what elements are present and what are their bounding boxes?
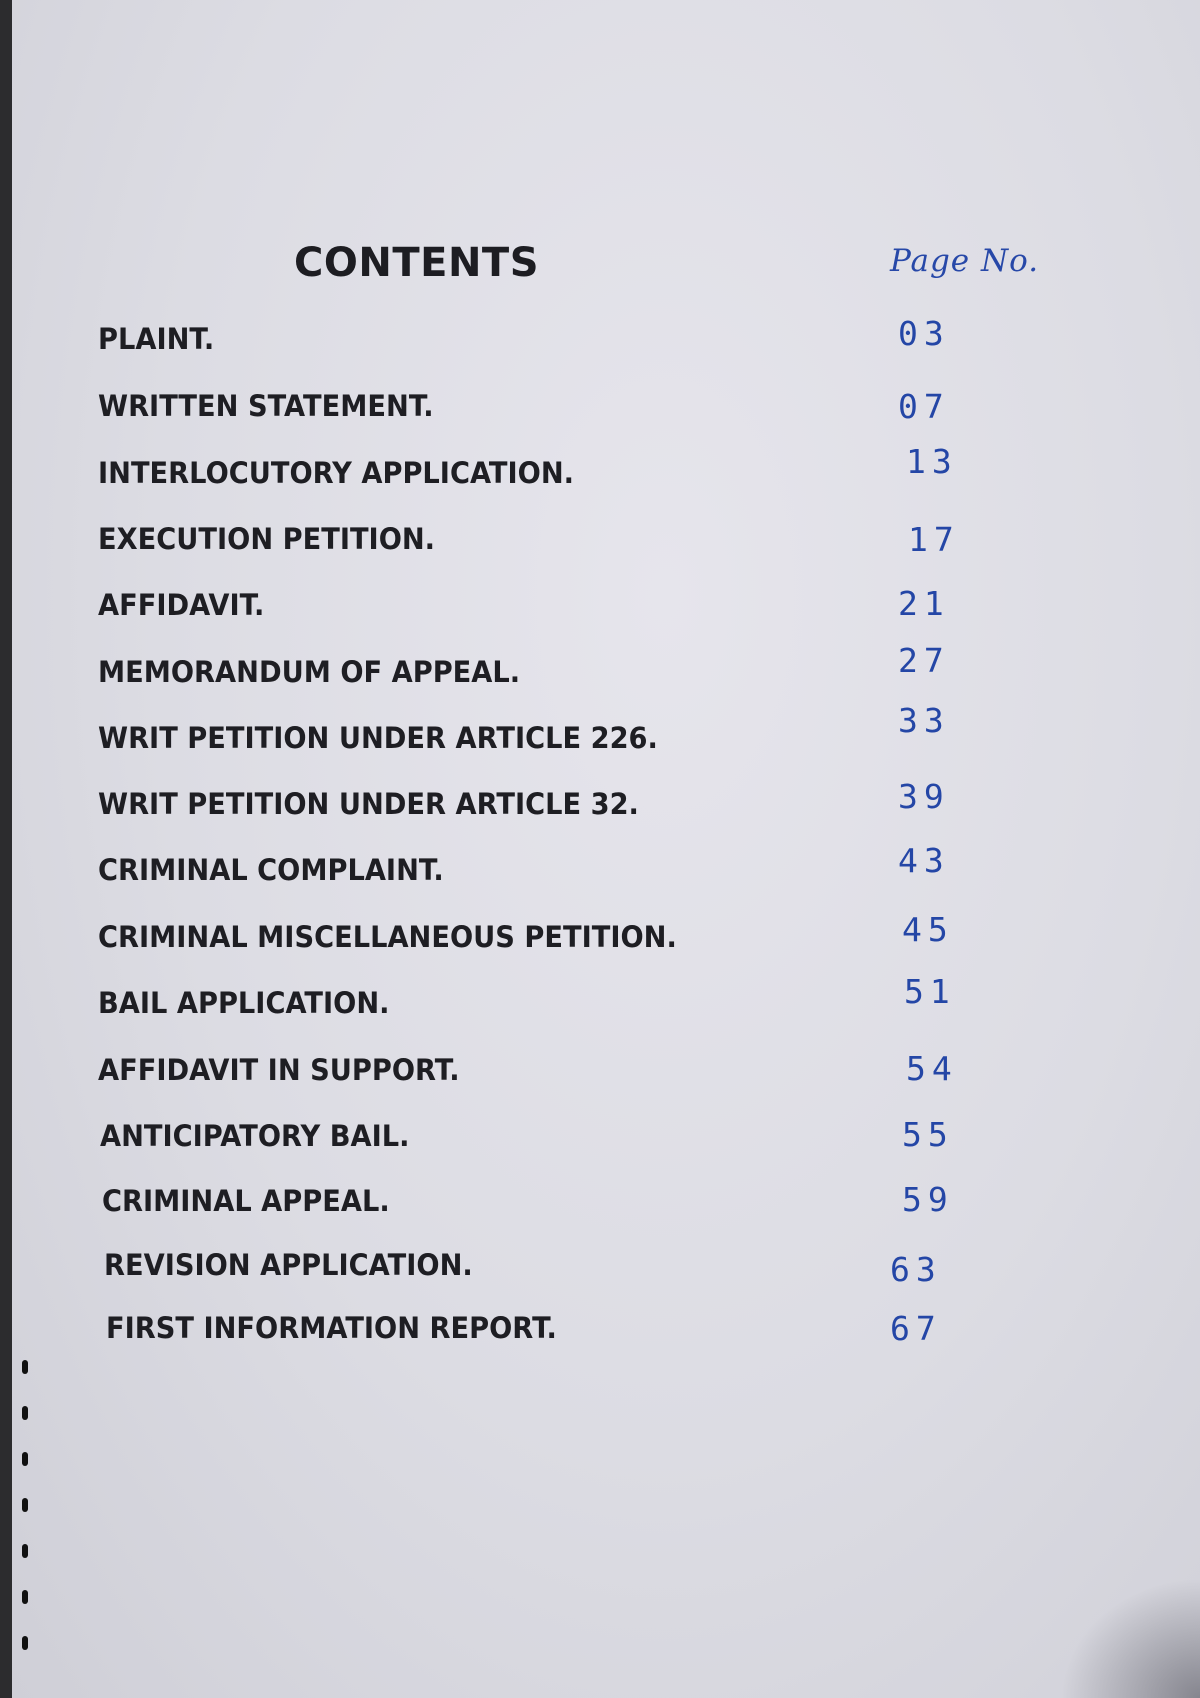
entry-page-number: 67: [890, 1309, 942, 1348]
binding-hole: [22, 1544, 28, 1558]
entry-title: WRIT PETITION UNDER ARTICLE 32.: [98, 787, 639, 821]
entry-title: MEMORANDUM OF APPEAL.: [98, 655, 521, 689]
binding-hole: [22, 1590, 28, 1604]
list-item: [12, 1248, 1200, 1288]
list-item: [12, 522, 1200, 562]
entry-page-number: 45: [902, 910, 954, 949]
list-item: [12, 1049, 1200, 1093]
entry-title: EXECUTION PETITION.: [98, 522, 436, 556]
list-item: [12, 1311, 1200, 1351]
entry-title: REVISION APPLICATION.: [104, 1248, 473, 1282]
entry-title: FIRST INFORMATION REPORT.: [106, 1311, 557, 1345]
document-page: [12, 0, 1200, 1698]
entry-page-number: 27: [898, 641, 950, 680]
entry-page-number: 54: [906, 1049, 958, 1088]
binding-hole: [22, 1406, 28, 1420]
entry-page-number: 63: [890, 1250, 942, 1289]
entry-page-number: 59: [902, 1180, 954, 1219]
list-item: [12, 972, 1200, 1026]
list-item: [12, 314, 1200, 362]
entry-title: WRITTEN STATEMENT.: [98, 389, 434, 423]
entry-title: PLAINT.: [98, 322, 215, 356]
entry-title: BAIL APPLICATION.: [98, 986, 390, 1020]
entry-title: ANTICIPATORY BAIL.: [100, 1119, 410, 1153]
entry-page-number: 51: [904, 972, 956, 1011]
entry-page-number: 43: [898, 841, 950, 880]
entry-page-number: 13: [906, 442, 958, 481]
binding-hole: [22, 1636, 28, 1650]
entry-page-number: 03: [898, 314, 950, 353]
list-item: [12, 1180, 1200, 1224]
entry-title: CRIMINAL COMPLAINT.: [98, 853, 444, 887]
list-item: [12, 910, 1200, 960]
entry-page-number: 33: [898, 701, 950, 740]
list-item: [12, 641, 1200, 695]
list-item: [12, 584, 1200, 628]
list-item: [12, 442, 1200, 496]
list-item: [12, 701, 1200, 761]
list-item: [12, 1115, 1200, 1159]
entry-title: AFFIDAVIT.: [98, 588, 265, 622]
binding-hole: [22, 1498, 28, 1512]
entry-title: WRIT PETITION UNDER ARTICLE 226.: [98, 721, 658, 755]
binding-hole: [22, 1360, 28, 1374]
entry-page-number: 21: [898, 584, 950, 623]
entry-title: CRIMINAL APPEAL.: [102, 1184, 390, 1218]
entry-page-number: 17: [908, 520, 960, 559]
entry-page-number: 55: [902, 1115, 954, 1154]
list-item: [12, 841, 1200, 893]
entry-page-number: 07: [898, 387, 950, 426]
page-number-column-label: Page No.: [890, 243, 1040, 279]
binding-hole: [22, 1452, 28, 1466]
entry-title: INTERLOCUTORY APPLICATION.: [98, 456, 575, 490]
entry-title: CRIMINAL MISCELLANEOUS PETITION.: [98, 920, 677, 954]
page-title: CONTENTS: [294, 240, 540, 286]
list-item: [12, 389, 1200, 429]
entry-page-number: 39: [898, 777, 950, 816]
entry-title: AFFIDAVIT IN SUPPORT.: [98, 1053, 460, 1087]
list-item: [12, 777, 1200, 827]
